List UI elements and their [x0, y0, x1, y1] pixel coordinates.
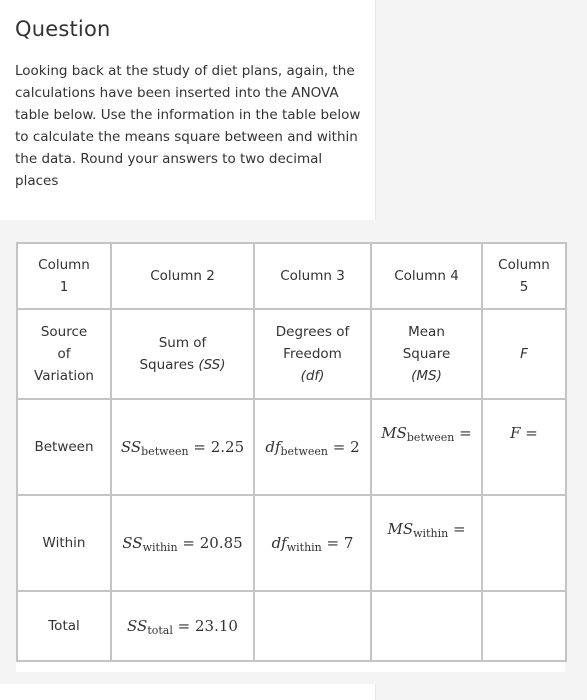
total-row [17, 591, 566, 661]
df-within-cell: $df_{within} = 7$ [254, 495, 371, 591]
header-column-3: Column 3 [254, 243, 371, 309]
total-empty-cell-4 [371, 591, 482, 661]
question-title: Question [15, 17, 111, 41]
total-label: Total [17, 591, 111, 661]
anova-table [16, 242, 567, 662]
question-card [0, 0, 376, 220]
sum-of-squares-label: Sum of Squares (SS) [111, 309, 254, 399]
between-label: Between [17, 399, 111, 495]
label-row [17, 309, 566, 399]
header-column-2: Column 2 [111, 243, 254, 309]
within-empty-cell [482, 495, 566, 591]
mean-square-label: Mean Square (MS) [371, 309, 482, 399]
total-empty-cell-3 [254, 591, 371, 661]
anova-table-container [16, 242, 565, 672]
within-row [17, 495, 566, 591]
question-prompt: Looking back at the study of diet plans, again, the calculations have been inserted into the ANOVA table below. Use the information in the table below to calculate the means square between and within the data. Round your answers to two decimal places [15, 63, 361, 189]
ss-between-cell: $SS_{between} = 2.25$ [111, 399, 254, 495]
header-column-4: Column 4 [371, 243, 482, 309]
total-empty-cell-5 [482, 591, 566, 661]
f-label: F [482, 309, 566, 399]
header-column-1: Column 1 [17, 243, 111, 309]
header-row [17, 243, 566, 309]
source-of-variation-label: Source of Variation [17, 309, 111, 399]
between-row [17, 399, 566, 495]
f-answer-cell[interactable]: F = [482, 399, 566, 495]
question-card-bottom [0, 684, 376, 700]
ss-within-cell: $SS_{within} = 20.85$ [111, 495, 254, 591]
ms-between-answer-cell[interactable]: $MS_{between}$ = [371, 399, 482, 495]
header-column-5: Column 5 [482, 243, 566, 309]
within-label: Within [17, 495, 111, 591]
df-between-cell: $df_{between} = 2$ [254, 399, 371, 495]
ms-within-answer-cell[interactable]: $MS_{within}$ = [371, 495, 482, 591]
ss-total-cell: $SS_{total} = 23.10$ [111, 591, 254, 661]
degrees-of-freedom-label: Degrees of Freedom (df) [254, 309, 371, 399]
